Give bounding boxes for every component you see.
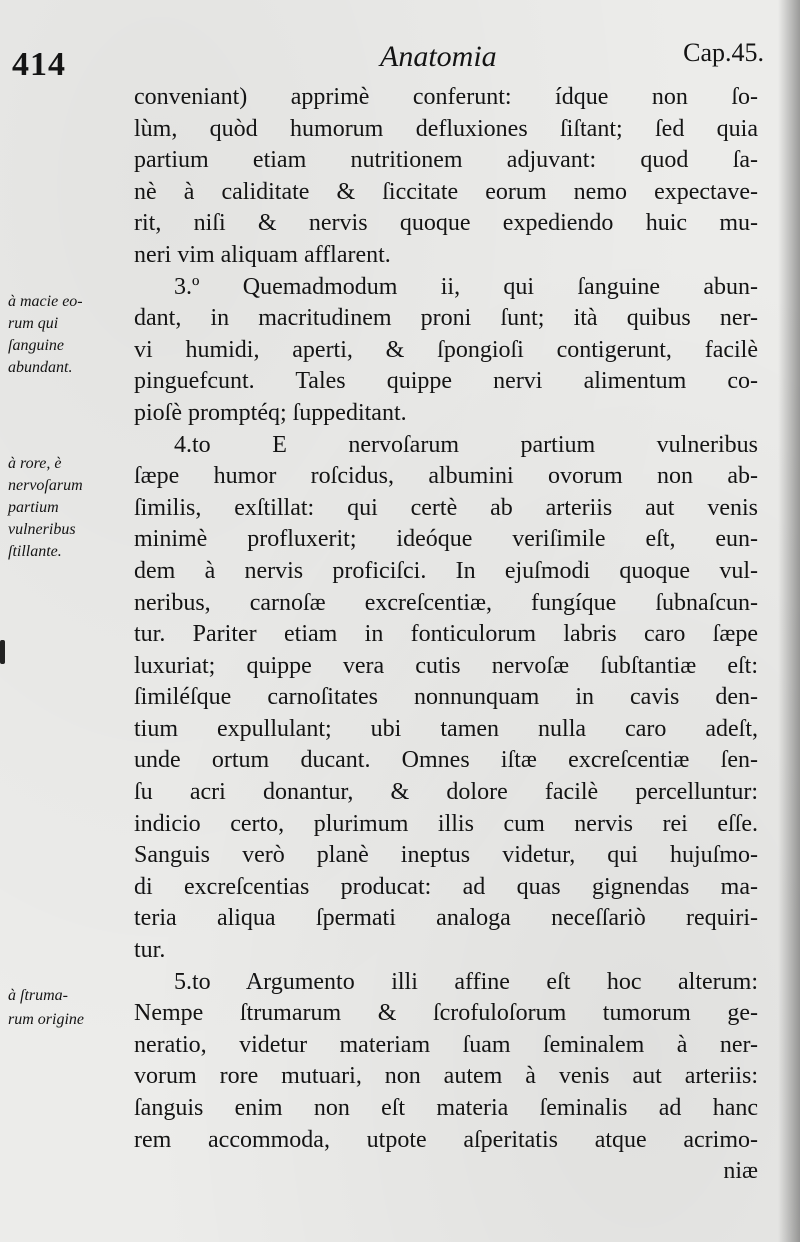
text-line: nè à caliditate & ſiccitate eorum nemo expectave- [134,178,758,205]
text-line: unde ortum ducant. Omnes iſtæ excreſcentiæ ſen- [134,747,758,774]
body-text [134,82,758,1188]
page-edge-shadow [778,0,800,1242]
text-line: minimè profluxerit; ideóque veriſimile eſt, eun- [134,526,758,553]
text-line: pinguefcunt. Tales quippe nervi alimentum co- [134,368,758,395]
text-line: rit, niſi & nervis quoque expediendo huic mu- [134,210,758,237]
text-line: Nempe ſtrumarum & ſcrofuloſorum tumorum ge- [134,1000,758,1027]
margin-note: partium [8,499,59,516]
text-line: ſimiléſque carnoſitates nonnunquam in cavis den- [134,684,758,711]
text-line: pioſè promptéq; ſuppeditant. [134,399,407,426]
text-line: partium etiam nutritionem adjuvant: quod ſa- [134,147,758,174]
text-line: dem à nervis proficiſci. In ejuſmodi quoque vul- [134,557,758,584]
text-line: luxuriat; quippe vera cutis nervoſæ ſubſtantiæ eſt: [134,652,758,679]
text-line: tur. [134,937,166,964]
text-line: teria aliqua ſpermati analoga neceſſariò requiri- [134,905,758,932]
text-line: 3.º Quemadmodum ii, qui ſanguine abun- [174,273,758,300]
text-line: rem accommoda, utpote aſperitatis atque acrimo- [134,1126,758,1153]
margin-note: à rore, è [8,455,62,472]
text-line: indicio certo, plurimum illis cum nervis rei eſſe. [134,810,758,837]
text-line: ſimilis, exſtillat: qui certè ab arteriis aut venis [134,494,758,521]
text-line: dant, in macritudinem proni ſunt; ità quibus ner- [134,305,758,332]
text-line: 5.to Argumento illi affine eſt hoc alterum: [174,968,758,995]
text-line: neratio, videtur materiam ſuam ſeminalem à ner- [134,1031,758,1058]
text-line: neribus, carnoſæ excreſcentiæ, fungíque ſubnaſcun- [134,589,758,616]
running-title: Anatomia [380,40,497,73]
text-line: tium expullulant; ubi tamen nulla caro adeſt, [134,715,758,742]
margin-note: nervoſarum [8,477,83,494]
text-line: ſæpe humor roſcidus, albumini ovorum non ab- [134,463,758,490]
margin-note: rum qui [8,315,59,332]
text-line: ſanguis enim non eſt materia ſeminalis ad hanc [134,1095,758,1121]
text-line: 4.to E nervoſarum partium vulneribus [174,431,758,458]
margin-note: vulneribus [8,521,76,538]
text-line: conveniant) apprimè conferunt: ídque non ſo- [134,84,758,110]
text-line: tur. Pariter etiam in fonticulorum labris caro ſæpe [134,621,758,648]
margin-note: à macie eo- [8,293,83,310]
margin-note: rum origine [8,1011,84,1028]
text-line: di excreſcentias producat: ad quas gignendas ma- [134,873,758,900]
margin-note: ſanguine [8,337,64,354]
page-number: 414 [12,46,66,83]
margin-note: ſtillante. [8,543,62,560]
chapter-label: Cap.45. [683,38,764,67]
text-line: neri vim aliquam afflarent. [134,241,391,268]
text-line: ſu acri donantur, & dolore facilè percelluntur: [134,779,758,806]
text-line: vi humidi, aperti, & ſpongioſi contigerunt, facilè [134,336,758,363]
margin-note: abundant. [8,359,73,376]
text-line: lùm, quòd humorum defluxiones ſiſtant; ſed quia [134,115,758,142]
ink-mark [0,640,5,664]
margin-note: à ſtruma- [8,987,68,1004]
text-line: Sanguis verò planè ineptus videtur, qui hujuſmo- [134,842,758,869]
text-line: vorum rore mutuari, non autem à venis aut arteriis: [134,1063,758,1090]
catchword: niæ [723,1158,758,1185]
